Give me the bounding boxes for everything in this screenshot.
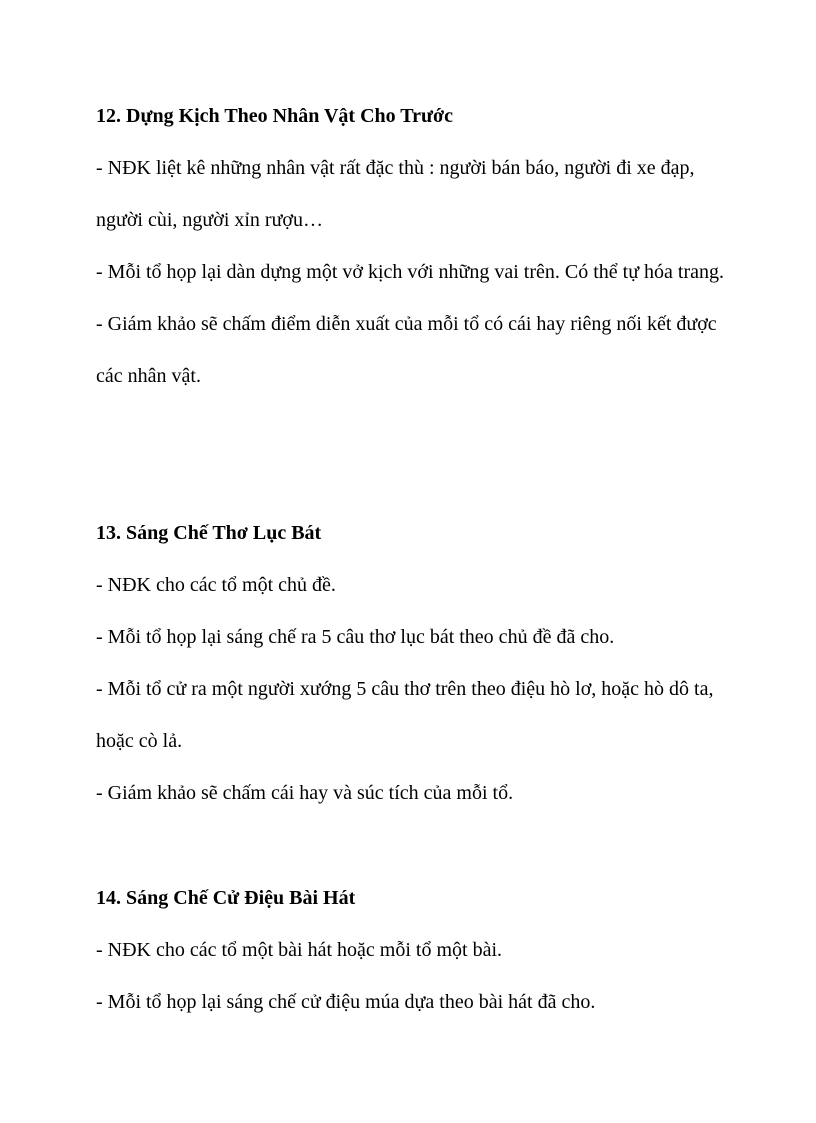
section-heading: 12. Dựng Kịch Theo Nhân Vật Cho Trước xyxy=(96,105,453,127)
section-heading: 14. Sáng Chế Cử Điệu Bài Hát xyxy=(96,887,356,909)
section-12 xyxy=(96,90,736,402)
section-13 xyxy=(96,507,736,819)
section-paragraph: - Mỗi tổ họp lại sáng chế ra 5 câu thơ lục bát theo chủ đề đã cho. xyxy=(96,626,615,648)
section-paragraph: - Giám khảo sẽ chấm điểm diễn xuất của mỗi tổ có cái hay riêng nối kết được các nhân vật. xyxy=(96,313,717,387)
section-paragraph: - NĐK liệt kê những nhân vật rất đặc thù : người bán báo, người đi xe đạp, người cùi, người xỉn rượu… xyxy=(96,157,695,231)
section-heading: 13. Sáng Chế Thơ Lục Bát xyxy=(96,522,322,544)
section-paragraph: - NĐK cho các tổ một bài hát hoặc mỗi tổ một bài. xyxy=(96,939,503,961)
section-paragraph: - Mỗi tổ họp lại sáng chế cử điệu múa dựa theo bài hát đã cho. xyxy=(96,991,596,1013)
section-14 xyxy=(96,872,736,1028)
section-paragraph: - NĐK cho các tổ một chủ đề. xyxy=(96,574,336,596)
section-paragraph: - Giám khảo sẽ chấm cái hay và súc tích của mỗi tổ. xyxy=(96,782,514,804)
section-paragraph: - Mỗi tổ cử ra một người xướng 5 câu thơ trên theo điệu hò lơ, hoặc hò dô ta, hoặc cò lả. xyxy=(96,678,714,752)
section-paragraph: - Mỗi tổ họp lại dàn dựng một vở kịch với những vai trên. Có thể tự hóa trang. xyxy=(96,261,725,283)
